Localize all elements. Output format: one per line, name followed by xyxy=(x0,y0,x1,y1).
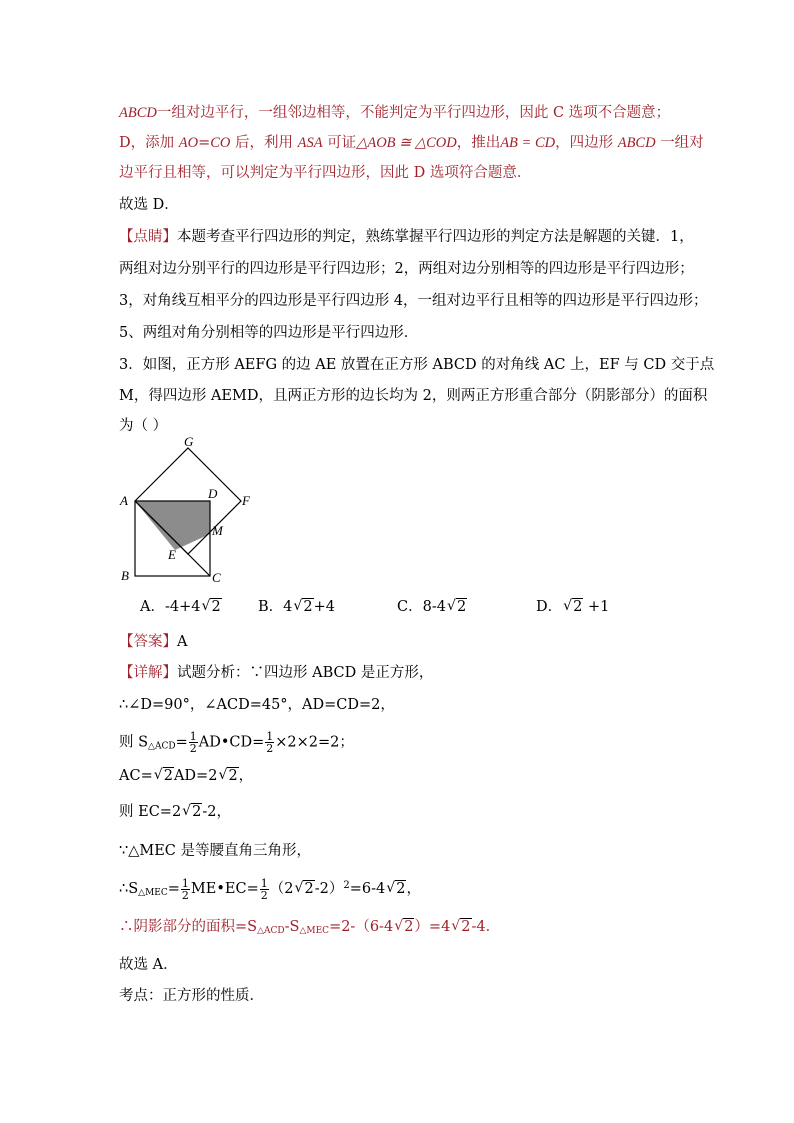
option-a xyxy=(140,598,222,616)
label-e: E xyxy=(168,547,176,562)
detail-line-4 xyxy=(119,767,253,785)
prev-line-3: 边平行且相等，可以判定为平行四边形，因此 D 选项符合题意． xyxy=(119,165,532,181)
d7f: =6-4 xyxy=(349,881,386,897)
detail-line-1 xyxy=(119,664,433,682)
d5r: 2 xyxy=(192,804,202,820)
d7d: （2 xyxy=(269,881,294,897)
d8e: -4． xyxy=(471,919,501,935)
d7frac1 xyxy=(181,878,190,901)
option-c-rad: 2 xyxy=(456,599,467,615)
option-b xyxy=(258,598,335,616)
d7d1: 2 xyxy=(181,888,189,902)
d4a: AC= xyxy=(119,768,153,784)
detail-line-10: 考点：正方形的性质． xyxy=(119,988,264,1004)
prev-l2-l: ABCD xyxy=(617,135,656,151)
d3n2: 1 xyxy=(266,730,274,743)
prev-l2-i: ，推出 xyxy=(456,135,501,151)
d3c: AD•CD= xyxy=(198,734,265,751)
d3d2: 2 xyxy=(266,742,274,755)
label-g: G xyxy=(184,434,194,449)
question-line-1: 3．如图，正方形 AEFG 的边 AE 放置在正方形 ABCD 的对角线 AC 上，EF 与 CD 交于点 xyxy=(119,357,715,373)
option-a-pre: A．-4+4 xyxy=(140,599,201,615)
label-f: F xyxy=(242,493,250,508)
option-d-rad: 2 xyxy=(573,599,583,615)
point-line-2: 两组对边分别平行的四边形是平行四边形；2，两组对边分别相等的四边形是平行四边形； xyxy=(119,261,694,277)
label-c: C xyxy=(212,570,221,585)
point-line-1 xyxy=(119,228,694,246)
d3d: ×2×2=2； xyxy=(275,734,354,751)
option-d-pre: D． xyxy=(536,599,563,615)
d8d: ）=4 xyxy=(414,919,451,935)
prev-l2-e: 后，利用 xyxy=(230,135,298,151)
d3d1: 2 xyxy=(189,742,197,755)
option-d-post: +1 xyxy=(583,599,610,615)
d7e: -2） xyxy=(314,881,344,897)
detail-line-7 xyxy=(119,877,421,902)
detail-line-6: ∵△MEC 是等腰直角三角形， xyxy=(119,843,312,859)
prev-l2-m: 一组对 xyxy=(655,135,704,151)
prev-l2-h: △AOB ≅ △COD xyxy=(356,135,457,151)
geometry-figure xyxy=(115,432,265,592)
prev-l1-b: 一组对边平行，一组邻边相等，不能判定为平行四边形，因此 C 选项不合题意； xyxy=(156,105,671,121)
prev-l2-b: AO xyxy=(178,135,199,151)
d8a: ∴阴影部分的面积=S xyxy=(119,919,258,935)
detail-tag: 【详解】 xyxy=(119,665,177,681)
d7c: ME•EC= xyxy=(190,881,259,897)
point-l1: 本题考查平行四边形的判定，熟练掌握平行四边形的判定方法是解题的关键．1， xyxy=(177,229,694,245)
d8r2: 2 xyxy=(461,919,471,935)
d7frac2 xyxy=(260,878,269,901)
label-b: B xyxy=(121,568,129,583)
d7sup: 2 xyxy=(343,880,350,891)
d7g: ， xyxy=(406,881,421,897)
d7sub: △MEC xyxy=(138,888,168,898)
prev-l2-g: 可证 xyxy=(322,135,357,151)
detail-line-8 xyxy=(119,918,500,940)
d3a: 则 S xyxy=(119,734,149,751)
detail-line-9: 故选 A． xyxy=(119,957,178,973)
d8sub1: △ACD xyxy=(257,926,285,936)
detail-line-5 xyxy=(119,803,231,821)
option-b-pre: B．4 xyxy=(258,599,293,615)
d7n1: 1 xyxy=(181,876,189,890)
question-line-2: M，得四边形 AEMD，且两正方形的边长均为 2，则两正方形重合部分（阴影部分）的面积 xyxy=(119,388,708,404)
detail-l1: 试题分析：∵四边形 ABCD 是正方形， xyxy=(177,665,434,681)
prev-l2-d: CO xyxy=(210,135,231,151)
d8c: =2-（6-4 xyxy=(329,919,394,935)
prev-line-4: 故选 D． xyxy=(119,197,179,213)
option-b-post: +4 xyxy=(313,599,335,615)
point-line-3: 3，对角线互相平分的四边形是平行四边形 4，一组对边平行且相等的四边形是平行四边形； xyxy=(119,293,708,309)
d7b: = xyxy=(167,881,180,897)
detail-line-2: ∴∠D=90°，∠ACD=45°，AD=CD=2， xyxy=(119,697,395,713)
d3sub: △ACD xyxy=(148,741,176,752)
d3b: = xyxy=(175,734,188,751)
d3n1: 1 xyxy=(189,730,197,743)
d3frac1 xyxy=(189,731,198,754)
option-d xyxy=(536,598,609,616)
d5a: 则 EC=2 xyxy=(119,804,182,820)
prev-line-1 xyxy=(119,104,670,122)
d8r1: 2 xyxy=(404,919,414,935)
answer-tag: 【答案】 xyxy=(119,634,177,650)
answer-line xyxy=(119,633,187,651)
d7a: ∴S xyxy=(119,881,139,897)
point-tag: 【点睛】 xyxy=(119,229,177,245)
label-a: A xyxy=(120,493,128,508)
d7n2: 1 xyxy=(260,876,268,890)
option-c-pre: C．8-4 xyxy=(397,599,446,615)
d5b: -2， xyxy=(202,804,232,820)
d4r2: 2 xyxy=(228,768,238,784)
d4b: AD=2 xyxy=(173,768,218,784)
prev-l2-j: AB = CD xyxy=(500,135,556,151)
label-d: D xyxy=(208,486,218,501)
answer-value: A xyxy=(177,634,188,650)
label-m: M xyxy=(212,523,223,538)
d3frac2 xyxy=(265,731,274,754)
option-c xyxy=(397,598,467,616)
prev-l2-a: D，添加 xyxy=(119,135,179,151)
d7d2: 2 xyxy=(260,888,268,902)
prev-l2-c: = xyxy=(198,135,211,151)
point-line-4: 5、两组对角分别相等的四边形是平行四边形． xyxy=(119,325,419,341)
prev-line-2 xyxy=(119,134,704,152)
d8b: -S xyxy=(284,919,300,935)
option-a-rad: 2 xyxy=(211,599,221,615)
prev-l2-k: ，四边形 xyxy=(555,135,618,151)
question-line-3: 为（ ） xyxy=(119,418,168,434)
option-b-rad: 2 xyxy=(303,599,313,615)
d7r2: 2 xyxy=(396,881,406,897)
prev-l1-a: ABCD xyxy=(119,105,157,121)
d4c: ， xyxy=(238,768,254,784)
prev-l2-f: ASA xyxy=(297,135,323,151)
d4r1: 2 xyxy=(163,768,173,784)
d7r1: 2 xyxy=(304,881,314,897)
d8sub2: △MEC xyxy=(299,926,330,936)
detail-line-3 xyxy=(119,731,354,756)
